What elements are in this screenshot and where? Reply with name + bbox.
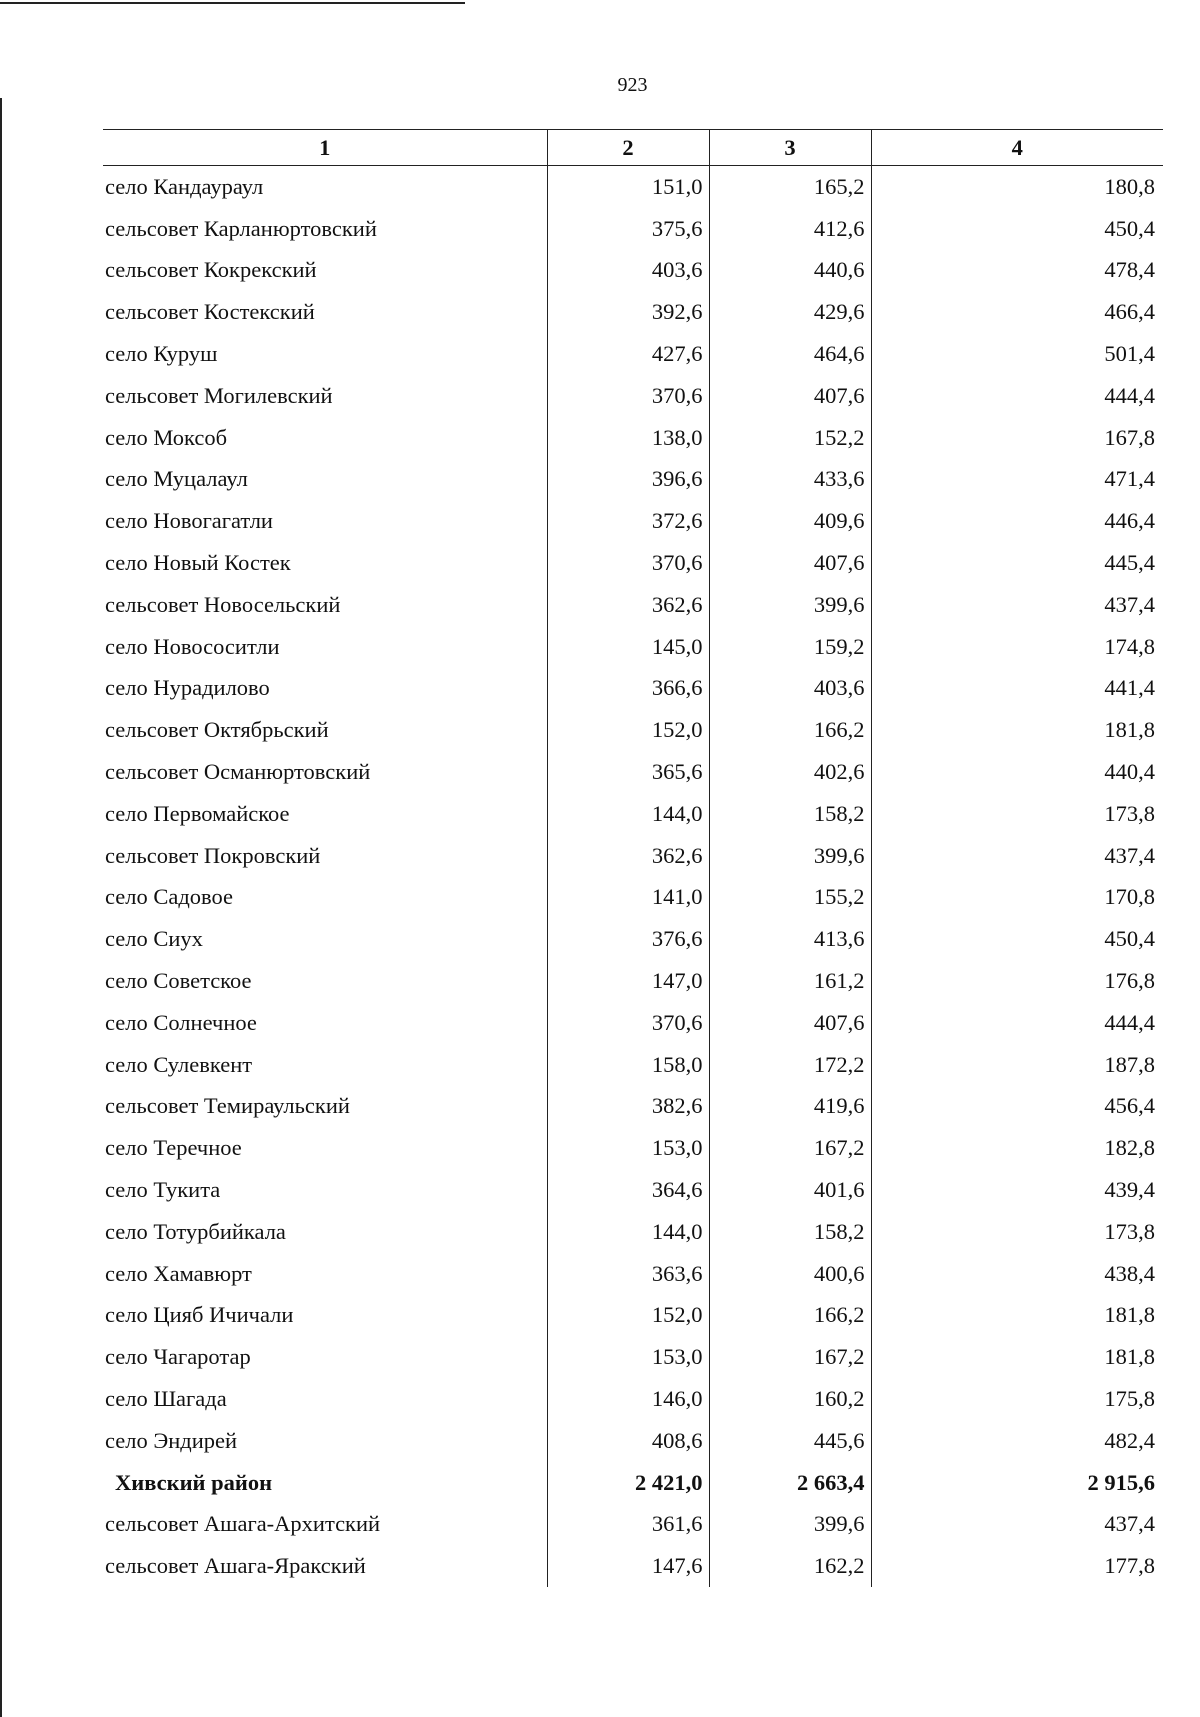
- row-name: село Новый Костек: [105, 550, 291, 576]
- header-col-2: 2: [547, 130, 709, 166]
- table-row: [103, 375, 1163, 417]
- table-row: [103, 1002, 1163, 1044]
- row-name: село Солнечное: [105, 1009, 257, 1035]
- table-row: [103, 835, 1163, 877]
- row-value-col-4: 441,4: [871, 668, 1163, 710]
- page-number: 923: [617, 74, 648, 96]
- table-body: [103, 166, 1163, 1588]
- row-value-col-4: 439,4: [871, 1169, 1163, 1211]
- table-row: [103, 1420, 1163, 1462]
- row-value-col-2: 153,0: [547, 1336, 709, 1378]
- row-value-col-2: 370,6: [547, 542, 709, 584]
- table-row: [103, 500, 1163, 542]
- table-row: [103, 1211, 1163, 1253]
- row-value-col-2: 153,0: [547, 1127, 709, 1169]
- row-value-col-4: 177,8: [871, 1545, 1163, 1587]
- table-row: [103, 918, 1163, 960]
- row-value-col-4: 437,4: [871, 1504, 1163, 1546]
- row-value-col-4: 2 915,6: [871, 1462, 1163, 1504]
- row-name: Хивский район: [115, 1469, 273, 1495]
- row-value-col-4: 456,4: [871, 1086, 1163, 1128]
- row-value-col-3: 399,6: [709, 584, 871, 626]
- row-value-col-2: 145,0: [547, 626, 709, 668]
- row-name: сельсовет Костекский: [105, 299, 315, 325]
- row-value-col-3: 166,2: [709, 709, 871, 751]
- row-value-col-2: 147,6: [547, 1545, 709, 1587]
- row-value-col-3: 412,6: [709, 208, 871, 250]
- row-name: село Моксоб: [105, 424, 228, 450]
- row-value-col-3: 464,6: [709, 333, 871, 375]
- row-value-col-2: 144,0: [547, 1211, 709, 1253]
- table-row: [103, 668, 1163, 710]
- row-value-col-3: 399,6: [709, 835, 871, 877]
- row-value-col-4: 181,8: [871, 709, 1163, 751]
- row-value-col-4: 174,8: [871, 626, 1163, 668]
- row-value-col-3: 407,6: [709, 1002, 871, 1044]
- row-value-col-4: 440,4: [871, 751, 1163, 793]
- header-col-3: 3: [709, 130, 871, 166]
- row-value-col-4: 444,4: [871, 1002, 1163, 1044]
- row-value-col-3: 445,6: [709, 1420, 871, 1462]
- row-value-col-2: 362,6: [547, 584, 709, 626]
- row-value-col-3: 401,6: [709, 1169, 871, 1211]
- table-row: [103, 751, 1163, 793]
- row-value-col-4: 182,8: [871, 1127, 1163, 1169]
- row-value-col-3: 158,2: [709, 793, 871, 835]
- row-value-col-4: 173,8: [871, 793, 1163, 835]
- row-value-col-3: 413,6: [709, 918, 871, 960]
- table-row: [103, 960, 1163, 1002]
- table-row: [103, 459, 1163, 501]
- row-name: сельсовет Новосельский: [105, 591, 341, 617]
- row-value-col-3: 429,6: [709, 291, 871, 333]
- table-row: [103, 1127, 1163, 1169]
- row-value-col-3: 155,2: [709, 877, 871, 919]
- row-value-col-2: 427,6: [547, 333, 709, 375]
- row-value-col-2: 403,6: [547, 250, 709, 292]
- row-value-col-2: 152,0: [547, 709, 709, 751]
- row-value-col-2: 370,6: [547, 375, 709, 417]
- row-value-col-2: 362,6: [547, 835, 709, 877]
- row-value-col-4: 173,8: [871, 1211, 1163, 1253]
- row-name: сельсовет Октябрьский: [105, 717, 329, 743]
- row-name: сельсовет Могилевский: [105, 382, 333, 408]
- row-value-col-4: 501,4: [871, 333, 1163, 375]
- row-name: село Кандаураул: [105, 173, 264, 199]
- table-row: [103, 1044, 1163, 1086]
- row-value-col-4: 176,8: [871, 960, 1163, 1002]
- row-value-col-3: 159,2: [709, 626, 871, 668]
- row-value-col-4: 175,8: [871, 1378, 1163, 1420]
- row-value-col-3: 403,6: [709, 668, 871, 710]
- row-value-col-2: 141,0: [547, 877, 709, 919]
- row-value-col-4: 181,8: [871, 1336, 1163, 1378]
- row-value-col-3: 161,2: [709, 960, 871, 1002]
- row-value-col-4: 445,4: [871, 542, 1163, 584]
- row-value-col-4: 167,8: [871, 417, 1163, 459]
- row-value-col-2: 147,0: [547, 960, 709, 1002]
- row-name: село Чагаротар: [105, 1344, 251, 1370]
- row-name: сельсовет Карланюртовский: [105, 215, 377, 241]
- row-value-col-3: 160,2: [709, 1378, 871, 1420]
- row-value-col-2: 138,0: [547, 417, 709, 459]
- row-value-col-4: 437,4: [871, 835, 1163, 877]
- table-row: [103, 626, 1163, 668]
- row-name: село Теречное: [105, 1135, 242, 1161]
- table-row: [103, 1169, 1163, 1211]
- header-col-1: 1: [103, 130, 547, 166]
- row-value-col-3: 399,6: [709, 1504, 871, 1546]
- table-row: [103, 542, 1163, 584]
- row-value-col-2: 365,6: [547, 751, 709, 793]
- row-value-col-4: 181,8: [871, 1295, 1163, 1337]
- table-row: [103, 291, 1163, 333]
- row-name: село Садовое: [105, 884, 234, 910]
- row-name: село Первомайское: [105, 800, 290, 826]
- row-name: сельсовет Ашага-Архитский: [105, 1511, 381, 1537]
- row-name: село Сиух: [105, 926, 203, 952]
- row-name: село Цияб Ичичали: [105, 1302, 294, 1328]
- row-value-col-2: 364,6: [547, 1169, 709, 1211]
- row-name: село Муцалаул: [105, 466, 248, 492]
- row-value-col-2: 146,0: [547, 1378, 709, 1420]
- row-value-col-2: 366,6: [547, 668, 709, 710]
- table-row: [103, 1378, 1163, 1420]
- table-row: [103, 584, 1163, 626]
- row-name: сельсовет Покровский: [105, 842, 321, 868]
- row-name: сельсовет Ашага-Яракский: [105, 1553, 366, 1579]
- row-value-col-4: 478,4: [871, 250, 1163, 292]
- row-value-col-3: 440,6: [709, 250, 871, 292]
- row-name: село Новососитли: [105, 633, 280, 659]
- row-value-col-4: 444,4: [871, 375, 1163, 417]
- table-row: [103, 793, 1163, 835]
- row-value-col-3: 407,6: [709, 375, 871, 417]
- row-value-col-2: 2 421,0: [547, 1462, 709, 1504]
- row-name: село Нурадилово: [105, 675, 270, 701]
- row-name: село Куруш: [105, 341, 218, 367]
- row-value-col-3: 409,6: [709, 500, 871, 542]
- row-value-col-2: 152,0: [547, 1295, 709, 1337]
- table-row: [103, 1504, 1163, 1546]
- row-value-col-2: 372,6: [547, 500, 709, 542]
- table-row: [103, 877, 1163, 919]
- left-margin-rule: [0, 98, 2, 1717]
- table-row: [103, 1253, 1163, 1295]
- row-name: сельсовет Османюртовский: [105, 759, 371, 785]
- row-value-col-4: 482,4: [871, 1420, 1163, 1462]
- row-name: сельсовет Кокрекский: [105, 257, 317, 283]
- table-row: [103, 417, 1163, 459]
- row-name: село Новогагатли: [105, 508, 273, 534]
- row-value-col-2: 375,6: [547, 208, 709, 250]
- row-name: село Советское: [105, 968, 252, 994]
- table-row: [103, 709, 1163, 751]
- row-name: село Эндирей: [105, 1427, 238, 1453]
- row-value-col-3: 158,2: [709, 1211, 871, 1253]
- header-col-4: 4: [871, 130, 1163, 166]
- row-value-col-3: 167,2: [709, 1336, 871, 1378]
- row-value-col-2: 151,0: [547, 166, 709, 208]
- row-value-col-4: 466,4: [871, 291, 1163, 333]
- row-value-col-3: 165,2: [709, 166, 871, 208]
- table-row: [103, 166, 1163, 208]
- row-name: село Тотурбийкала: [105, 1218, 286, 1244]
- row-name: село Сулевкент: [105, 1051, 253, 1077]
- row-value-col-2: 376,6: [547, 918, 709, 960]
- row-value-col-3: 400,6: [709, 1253, 871, 1295]
- row-value-col-3: 2 663,4: [709, 1462, 871, 1504]
- table-header: [103, 130, 1163, 166]
- row-name: село Тукита: [105, 1177, 221, 1203]
- row-value-col-2: 363,6: [547, 1253, 709, 1295]
- table-row-district-total: [103, 1462, 1163, 1504]
- row-value-col-2: 158,0: [547, 1044, 709, 1086]
- row-value-col-4: 180,8: [871, 166, 1163, 208]
- row-value-col-3: 162,2: [709, 1545, 871, 1587]
- row-value-col-4: 450,4: [871, 208, 1163, 250]
- row-value-col-3: 419,6: [709, 1086, 871, 1128]
- table-row: [103, 250, 1163, 292]
- row-value-col-4: 438,4: [871, 1253, 1163, 1295]
- row-value-col-3: 167,2: [709, 1127, 871, 1169]
- row-value-col-2: 144,0: [547, 793, 709, 835]
- row-value-col-4: 187,8: [871, 1044, 1163, 1086]
- table-row: [103, 333, 1163, 375]
- table-row: [103, 1295, 1163, 1337]
- row-value-col-2: 408,6: [547, 1420, 709, 1462]
- row-value-col-2: 396,6: [547, 459, 709, 501]
- table-row: [103, 208, 1163, 250]
- row-value-col-4: 170,8: [871, 877, 1163, 919]
- top-rule: [0, 2, 465, 4]
- row-value-col-3: 402,6: [709, 751, 871, 793]
- row-value-col-2: 370,6: [547, 1002, 709, 1044]
- row-name: село Хамавюрт: [105, 1260, 252, 1286]
- row-value-col-4: 437,4: [871, 584, 1163, 626]
- row-value-col-3: 166,2: [709, 1295, 871, 1337]
- row-value-col-3: 407,6: [709, 542, 871, 584]
- row-value-col-3: 172,2: [709, 1044, 871, 1086]
- table-row: [103, 1545, 1163, 1587]
- row-name: сельсовет Темираульский: [105, 1093, 350, 1119]
- data-table: [103, 129, 1163, 1587]
- row-name: село Шагада: [105, 1386, 227, 1411]
- row-value-col-3: 152,2: [709, 417, 871, 459]
- table-row: [103, 1336, 1163, 1378]
- row-value-col-4: 446,4: [871, 500, 1163, 542]
- row-value-col-2: 361,6: [547, 1504, 709, 1546]
- table-row: [103, 1086, 1163, 1128]
- row-value-col-4: 471,4: [871, 459, 1163, 501]
- header-row: [103, 130, 1163, 166]
- row-value-col-4: 450,4: [871, 918, 1163, 960]
- row-value-col-2: 392,6: [547, 291, 709, 333]
- row-value-col-2: 382,6: [547, 1086, 709, 1128]
- row-value-col-3: 433,6: [709, 459, 871, 501]
